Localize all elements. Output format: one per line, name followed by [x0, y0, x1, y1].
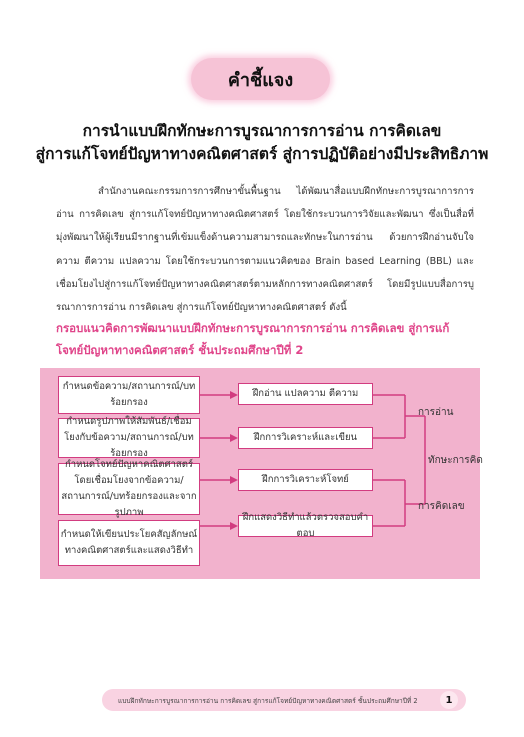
mid-box-4: ฝึกแสดงวิธีทำแล้วตรวจสอบคำตอบ [238, 515, 373, 537]
label-calculation: การคิดเลข [418, 501, 465, 512]
mid-box-1: ฝึกอ่าน แปลความ ตีความ [238, 383, 373, 405]
label-thinking-skills: ทักษะการคิด [428, 455, 483, 466]
mid-box-2: ฝึกการวิเคราะห์และเขียน [238, 427, 373, 449]
footer-bar [102, 689, 466, 711]
left-box-1: กำหนดข้อความ/สถานการณ์/บทร้อยกรอง [58, 376, 200, 414]
mid-box-3: ฝึกการวิเคราะห์โจทย์ [238, 469, 373, 491]
page-number: 1 [440, 691, 458, 709]
heading-line-1: การนำแบบฝึกทักษะการบูรณาการการอ่าน การคิดเลข [82, 122, 442, 140]
left-box-4: กำหนดให้เขียนประโยคสัญลักษณ์ทางคณิตศาสตร์และแสดงวิธีทำ [58, 520, 200, 566]
heading-line-2: สู่การแก้โจทย์ปัญหาทางคณิตศาสตร์ สู่การปฏิบัติอย่างมีประสิทธิภาพ [35, 145, 489, 163]
intro-paragraph: สำนักงานคณะกรรมการการศึกษาขั้นพื้นฐาน ได้พัฒนาสื่อแบบฝึกทักษะการบูรณาการการอ่าน การคิดเลข สู่การแก้โจทย์ปัญหาทางคณิตศาสตร์ โดยใช้กระบวนการวิจัยและพัฒนา ซึ่งเป็นสื่อที่มุ่งพัฒนาให้ผู้เรียนมีรากฐานที่เข้มแข็งด้านความสามารถและทักษะในการอ่าน ด้วยการฝึกอ่านจับใจความ ตีความ แปลความ โดยใช้กระบวนการตามแนวคิดของ Brain based Learning (BBL) และเชื่อมโยงไปสู่การแก้โจทย์ปัญหาทางคณิตศาสตร์ตามหลักการทางคณิตศาสตร์ โดยมีรูปแบบสื่อการบูรณาการการอ่าน การคิดเลข สู่การแก้โจทย์ปัญหาทางคณิตศาสตร์ ดังนี้ [56, 186, 474, 314]
framework-title: กรอบแนวคิดการพัฒนาแบบฝึกทักษะการบูรณาการการอ่าน การคิดเลข สู่การแก้โจทย์ปัญหาทางคณิตศาสตร์ ชั้นประถมศึกษาปีที่ 2 [56, 321, 450, 357]
page-title: คำชี้แจง [191, 58, 330, 100]
left-box-2: กำหนดรูปภาพให้สัมพันธ์/เชื่อมโยงกับข้อความ/สถานการณ์/บทร้อยกรอง [58, 418, 200, 458]
framework-diagram [40, 368, 483, 579]
label-reading: การอ่าน [418, 407, 454, 418]
left-box-3: กำหนดโจทย์ปัญหาคณิตศาสตร์โดยเชื่อมโยงจากข้อความ/สถานการณ์/บทร้อยกรองและจากรูปภาพ [58, 463, 200, 515]
footer-text: แบบฝึกทักษะการบูรณาการการอ่าน การคิดเลข สู่การแก้โจทย์ปัญหาทางคณิตศาสตร์ ชั้นประถมศึกษาปีที่ 2 [118, 696, 418, 705]
